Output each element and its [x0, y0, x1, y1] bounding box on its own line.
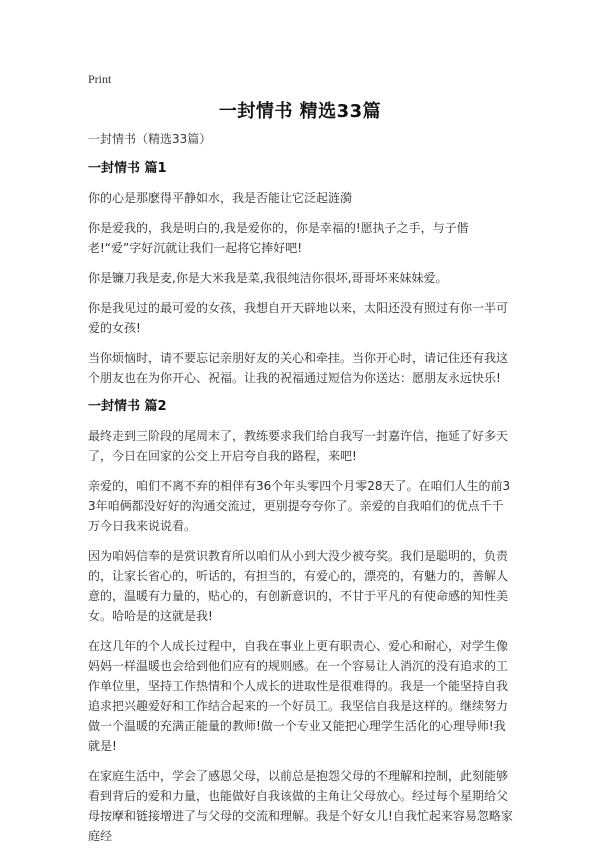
section-heading: 一封情书 篇1: [88, 161, 167, 176]
document-body: [88, 130, 513, 856]
section-2: [88, 398, 513, 846]
paragraph: 你是爱我的，我是明白的,我是爱你的，你是幸福的!愿执子之手，与子偕老!“爱”字好沉就让我们一起将它捧好吧!: [88, 221, 469, 255]
paragraph: 你是我见过的最可爱的女孩，我想自开天辟地以来，太阳还没有照过有你一半可爱的女孩!: [88, 301, 509, 335]
section-heading: 一封情书 篇2: [88, 399, 167, 414]
paragraph: 最终走到三阶段的尾周末了，教练要求我们给自我写一封嘉许信，拖延了好多天了，今日在回家的公交上开启夸自我的路程，来吧!: [88, 429, 509, 463]
paragraph: 在这几年的个人成长过程中，自我在事业上更有职责心、爱心和耐心，对学生像妈妈一样温暖也会给到他们应有的规则感。在一个容易让人消沉的没有追求的工作单位里，坚持工作热情和个人成长的进取性是很难得的。我是一个能坚持自我追求把兴趣爱好和工作结合起来的一个好员工。我坚信自我是这样的。继续努力做一个温暖的充满正能量的教师!做一个专业又能把心理学生活化的心理导师!我就是!: [88, 639, 509, 753]
paragraph: 因为咱妈信奉的是赏识教育所以咱们从小到大没少被夸奖。我们是聪明的，负责的，让家长省心的，听话的，有担当的，有爱心的，漂亮的，有魅力的，善解人意的，温暖有力量的，贴心的，有创新意识的，不甘于平凡的有使命感的知性美女。哈哈是的这就是我!: [88, 549, 509, 623]
paragraph: 当你烦恼时，请不要忘记亲朋好友的关心和牵挂。当你开心时，请记住还有我这个朋友也在为你开心、祝福。让我的祝福通过短信为你送达：愿朋友永远快乐!: [88, 351, 509, 385]
paragraph: 亲爱的，咱们不离不弃的相伴有36个年头零四个月零28天了。在咱们人生的前33年咱俩都没好好的沟通交流过，更别提夸夸你了。亲爱的自我咱们的优点千千万今日我来说说看。: [88, 479, 511, 533]
page-title: 一封情书 精选33篇: [218, 101, 382, 122]
document-subtitle: 一封情书（精选33篇）: [88, 132, 212, 146]
paragraph: 你是镰刀我是麦,你是大米我是菜,我很纯洁你很坏,哥哥坏来妹妹爱。: [88, 271, 448, 285]
print-label[interactable]: Print: [88, 72, 112, 86]
section-1: [88, 160, 513, 388]
paragraph: 在家庭生活中，学会了感恩父母，以前总是抱怨父母的不理解和控制，此刻能够看到背后的爱和力量，也能做好自我该做的主角让父母放心。经过每个星期给父母按摩和链接增进了与父母的交流和理解。我是个好女儿!自我忙起来容易忽略家庭经: [88, 769, 513, 843]
paragraph: 你的心是那麽得平静如水，我是否能让它泛起涟漪: [88, 191, 353, 205]
